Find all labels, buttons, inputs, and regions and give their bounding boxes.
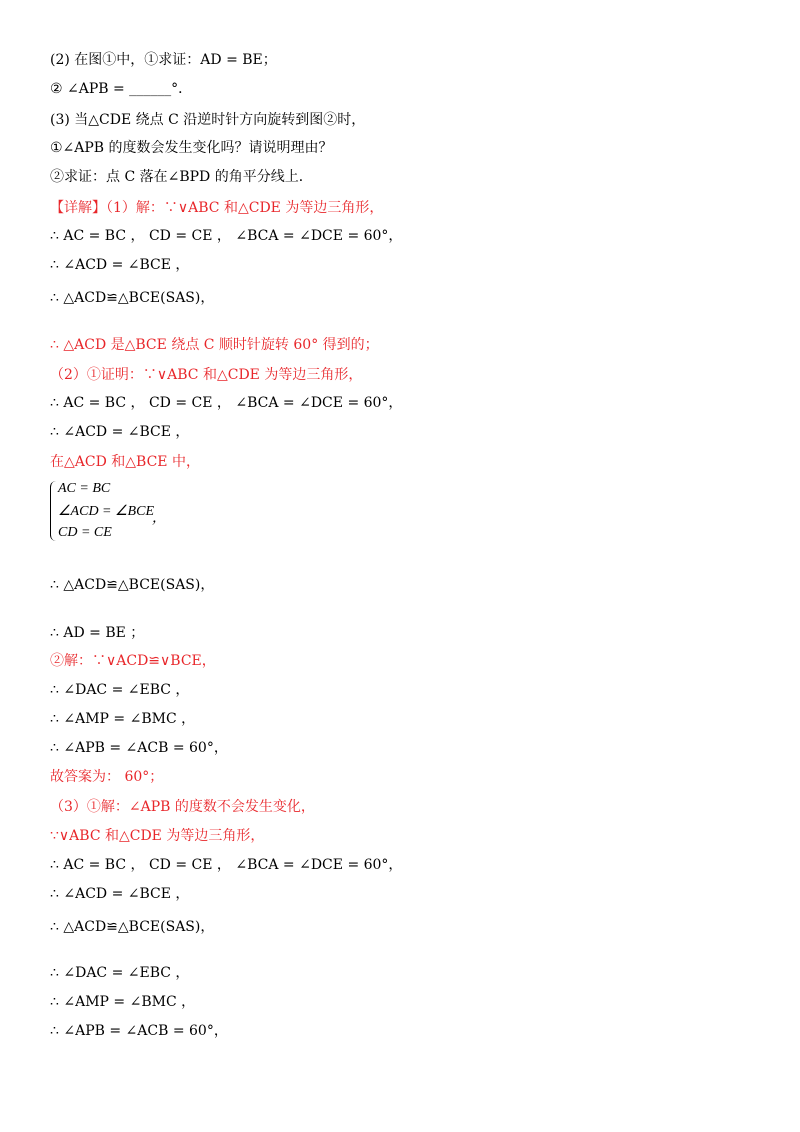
line-21: 故答案为： 60°；: [50, 769, 164, 785]
line-12: ∴ AC = BC ， CD = CE ， ∠BCA = ∠DCE = 60°，: [50, 395, 403, 411]
line-10: ∴ △ACD 是△BCE 绕点 C 顺时针旋转 60° 得到的；: [50, 337, 379, 353]
line-8: ∴ ∠ACD = ∠BCE ，: [50, 257, 190, 273]
system-row-1: AC = BC: [58, 481, 111, 496]
left-brace: [50, 481, 57, 541]
line-24: ∴ AC = BC ， CD = CE ， ∠BCA = ∠DCE = 60°，: [50, 857, 403, 873]
equation-system: [50, 481, 190, 543]
system-row-2: ∠ACD = ∠BCE: [58, 504, 154, 519]
line-27: ∴ ∠DAC = ∠EBC ，: [50, 965, 190, 981]
line-9: ∴ △ACD≌△BCE(SAS)，: [50, 290, 215, 306]
line-22: （3）①解：∠APB 的度数不会发生变化，: [50, 799, 315, 815]
line-2: ② ∠APB = ______°．: [50, 81, 193, 97]
line-4: ①∠APB 的度数会发生变化吗？请说明理由？: [50, 140, 333, 156]
line-14: 在△ACD 和△BCE 中，: [50, 454, 200, 470]
line-15: ∴ △ACD≌△BCE(SAS)，: [50, 577, 215, 593]
line-29: ∴ ∠APB = ∠ACB = 60°，: [50, 1023, 228, 1039]
system-row-3: CD = CE: [58, 525, 112, 540]
line-13: ∴ ∠ACD = ∠BCE ，: [50, 424, 190, 440]
line-19: ∴ ∠AMP = ∠BMC ，: [50, 711, 196, 727]
line-23: ∵∨ABC 和△CDE 为等边三角形，: [50, 828, 265, 844]
line-20: ∴ ∠APB = ∠ACB = 60°，: [50, 740, 228, 756]
line-1: (2) 在图①中，①求证：AD = BE；: [50, 52, 277, 68]
line-25: ∴ ∠ACD = ∠BCE ，: [50, 886, 190, 902]
line-16: ∴ AD = BE ；: [50, 625, 145, 641]
line-11: （2）①证明：∵∨ABC 和△CDE 为等边三角形，: [50, 367, 363, 383]
line-6: 【详解】（1）解：∵∨ABC 和△CDE 为等边三角形，: [50, 200, 384, 216]
line-28: ∴ ∠AMP = ∠BMC ，: [50, 994, 196, 1010]
line-18: ∴ ∠DAC = ∠EBC ，: [50, 682, 190, 698]
line-26: ∴ △ACD≌△BCE(SAS)，: [50, 919, 215, 935]
line-5: ②求证：点 C 落在∠BPD 的角平分线上．: [50, 169, 313, 185]
line-7: ∴ AC = BC ， CD = CE ， ∠BCA = ∠DCE = 60°，: [50, 228, 403, 244]
system-suffix: ，: [152, 511, 166, 526]
line-17: ②解：∵∨ACD≌∨BCE，: [50, 653, 216, 669]
line-3: (3) 当△CDE 绕点 C 沿逆时针方向旋转到图②时，: [50, 112, 366, 128]
